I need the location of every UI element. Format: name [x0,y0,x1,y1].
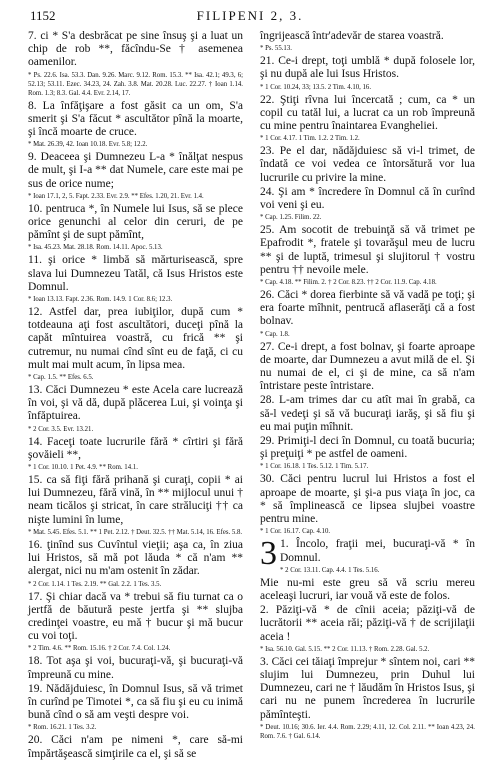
verse-text: 29. Primiţi-l deci în Domnul, cu toată bucuria; şi preţuiţi * pe astfel de oameni. [260,435,475,461]
cross-reference: * Mat. 26.39, 42. Ioan 10.18. Evr. 5.8; 12.2. [28,141,148,149]
cross-reference: * Isa. 56.10. Gal. 5.15. ** 2 Cor. 11.13. † Rom. 2.28. Gal. 5.2. [260,645,430,653]
cross-reference: * Ioan 13.13. Fapt. 2.36. Rom. 14.9. 1 Cor. 8.6; 12.3. [28,296,173,304]
verse-text: 22. Ştiţi rîvna lui încercată ; cum, ca * un copil cu tatăl lui, a lucrat ca un rob împreună cu mine pentru înaintarea Evangheliei. [260,93,475,133]
cross-reference: * Cap. 1.5. ** Efes. 6.5. [28,374,94,382]
left-column [28,30,243,762]
chapter-number: 3 [260,535,277,573]
page-header [0,8,500,28]
cross-reference: * 1 Cor. 10.24, 33; 13.5. 2 Tim. 4.10, 16. [260,83,372,91]
right-column [260,30,475,743]
cross-reference: * 1 Cor. 4.17. 1 Tim. 1.2. 2 Tim. 1.2. [260,135,360,143]
cross-reference: * 2 Cor. 3.5. Evr. 13.21. [28,425,94,433]
cross-reference: * Ps. 55.13. [260,45,292,53]
verse-text: 26. Căci * dorea fierbinte să vă vadă pe toţi; şi era foarte mîhnit, pentrucă aflaserăţi că a fost bolnav. [260,289,475,328]
cross-reference: * 2 Cor. 13.11. Cap. 4.4. 1 Tes. 5.16. [280,566,380,574]
verse-text: 10. pentruca *, în Numele lui Isus, să se plece orice genunchi al celor din ceruri, de pe pămînt şi de supt pămînt, [28,202,243,242]
verse-text: 21. Ce-i drept, toţi umblă * după folosele lor, şi nu după ale lui Isus Hristos. [260,55,475,81]
verse-text: 27. Ce-i drept, a fost bolnav, şi foarte aproape de moarte, dar Dumnezeu a avut milă de el. Şi nu numai de el, ci şi de mine, ca să n'am întristare peste întristare. [260,340,475,393]
verse-text: 30. Căci pentru lucrul lui Hristos a fost el aproape de moarte, şi şi-a pus viaţa în joc, ca * să împlinească ce lipsea slujbei voastre pentru mine. [260,473,475,526]
verse-text: 24. Şi am * încredere în Domnul că în curînd voi veni şi eu. [260,185,475,212]
cross-reference: * Ps. 22.6. Isa. 53.3. Dan. 9.26. Marc. 9.12. Rom. 15.3. ** Isa. 42.1; 49.3, 6; 52.13; 53.11. Ezec. 34.23, 24. Zah. 3.8. Mat. 20.28. Luc. 22.27. † Ioan 1.14. Rom. 1.3; 8.3. Gal. 4.4. Evr. 2.14, 17. [28,71,243,97]
cross-reference: * Cap. 4.18. ** Filim. 2. † 2 Cor. 8.23. †† 2 Cor. 11.9. Cap. 4.18. [260,279,437,287]
cross-reference: * Cap. 1.25. Filim. 22. [260,214,322,222]
right-verses [260,30,475,536]
verse-text: 12. Astfel dar, prea iubiţilor, după cum * totdeauna aţi fost ascultători, duceţi pînă la capăt mîntuirea voastră, cu frică ** şi cutremur, nu numai cînd sînt eu de faţă, ci cu mult mai mult acum, în lipsa mea. [28,306,243,371]
page-title: FILIPENI 2, 3. [196,8,304,23]
verse-text: 7. ci * S'a desbrăcat pe sine însuş şi a luat un chip de rob **, făcîndu-Se † asemenea oamenilor. [28,30,243,69]
cross-reference: * 2 Cor. 1.14. 1 Tes. 2.19. ** Gal. 2.2. 1 Tes. 3.5. [28,580,162,588]
cross-reference: * Rom. 16.21. 1 Tes. 3.2. [28,724,97,732]
verse-text: 19. Nădăjduiesc, în Domnul Isus, să vă trimet în curînd pe Timotei *, ca să fiu şi eu cu inimă bună cînd o să am veşti despre voi. [28,682,243,722]
cross-reference: * 1 Cor. 16.18. 1 Tes. 5.12. 1 Tim. 5.17. [260,463,369,471]
verse-text: 16. ţinînd sus Cuvîntul vieţii; aşa ca, în ziua lui Hristos, să mă pot lăuda * că n'am ** alergat, nici nu m'am ostenit în zădar. [28,538,243,578]
verse-text: 18. Tot aşa şi voi, bucuraţi-vă, şi bucuraţi-vă împreună cu mine. [28,655,243,681]
cross-reference: * Deut. 10.16; 30.6. Ier. 4.4. Rom. 2.29; 4.11, 12. Col. 2.11. ** Ioan 4.23, 24. Rom. 7.6. † Gal. 6.14. [260,723,475,740]
verse-text: 11. şi orice * limbă să mărturisească, spre slava lui Dumnezeu Tatăl, că Isus Hristos este Domnul. [28,254,243,293]
verse-text: 2. Păziţi-vă * de cînii aceia; păziţi-vă de lucrătorii ** aceia răi; păziţi-vă † de scrijilaţii aceia ! [260,604,475,643]
verse-text: 15. ca să fiţi fără prihană şi curaţi, copii * ai lui Dumnezeu, fără vină, în ** mijlocul unui † neam ticălos şi stricat, în care străluciţi †† ca nişte lumini în lume, [28,474,243,526]
cross-reference: * 1 Cor. 10.10. 1 Pet. 4.9. ** Rom. 14.1. [28,464,138,472]
verse-text: 3. Căci cei tăiaţi împrejur * sîntem noi, cari ** slujim lui Dumnezeu, prin Duhul lui Dumnezeu, cari ne † lăudăm în Hristos Isus, şi cari nu ne punem încrederea în lucrurile pămînteşti. [260,655,475,721]
verse-text: îngrijească într'adevăr de starea voastră. [260,30,444,42]
chapter-3-start [260,535,475,574]
chapter-3-verses [260,577,475,741]
cross-reference: * Mat. 5.45. Efes. 5.1. ** 1 Pet. 2.12. † Deut. 32.5. †† Mat. 5.14, 16. Efes. 5.8. [28,528,243,536]
verse-text: Mie nu-mi este greu să vă scriu mereu aceleaşi lucruri, iar vouă vă este de folos. [260,576,475,602]
cross-reference: * 2 Tim. 4.6. ** Rom. 15.16. † 2 Cor. 7.4. Col. 1.24. [28,645,171,653]
verse-text: 28. L-am trimes dar cu atît mai în grabă, ca să-l vedeţi şi să vă bucuraţi iarăş, şi să fiu şi eu mai puţin mîhnit. [260,394,475,433]
verse-text: 20. Căci n'am pe nimeni *, care să-mi împărtăşească simţirile ca el, şi să se [28,734,243,760]
verse-text: 14. Faceţi toate lucrurile fără * cîrtiri şi fără şovăieli **, [28,435,243,461]
cross-reference: * Ioan 17.1, 2, 5. Fapt. 2.33. Evr. 2.9. ** Efes. 1.20, 21. Evr. 1.4. [28,192,204,200]
verse-text: 25. Am socotit de trebuinţă să vă trimet pe Epafrodit *, fratele şi tovarăşul meu de lucru ** şi de luptă, trimesul şi slujitorul † vostru pentru †† nevoile mele. [260,224,475,276]
verse-text: 8. La înfăţişare a fost găsit ca un om, S'a smerit şi S'a făcut * ascultător pînă la moarte, şi încă moarte de cruce. [28,99,243,139]
cross-reference: * Cap. 1.8. [260,330,290,338]
verse-text: 13. Căci Dumnezeu * este Acela care lucrează în voi, şi vă dă, după plăcerea Lui, şi voinţa şi înfăptuirea. [28,384,243,423]
cross-reference: * 1 Cor. 16.17. Cap. 4.10. [260,528,331,536]
verse-text: 17. Şi chiar dacă va * trebui să fiu turnat ca o jertfă de băutură peste jertfa şi ** slujba credinţei voastre, eu mă † bucur şi mă bucur cu voi toţi. [28,590,243,643]
verse-text: 1. Încolo, fraţii mei, bucuraţi-vă * în Domnul. [280,538,475,564]
verse-text: 23. Pe el dar, nădăjduiesc să vi-l trimet, de îndată ce voi vedea ce întorsătură vor lua lucrurile cu privire la mine. [260,145,475,184]
page-number: 1152 [30,8,56,23]
verse-text: 9. Deaceea şi Dumnezeu L-a * înălţat nespus de mult, şi I-a ** dat Numele, care este mai pe sus de orice nume; [28,151,243,190]
cross-reference: * Isa. 45.23. Mat. 28.18. Rom. 14.11. Apoc. 5.13. [28,244,163,252]
